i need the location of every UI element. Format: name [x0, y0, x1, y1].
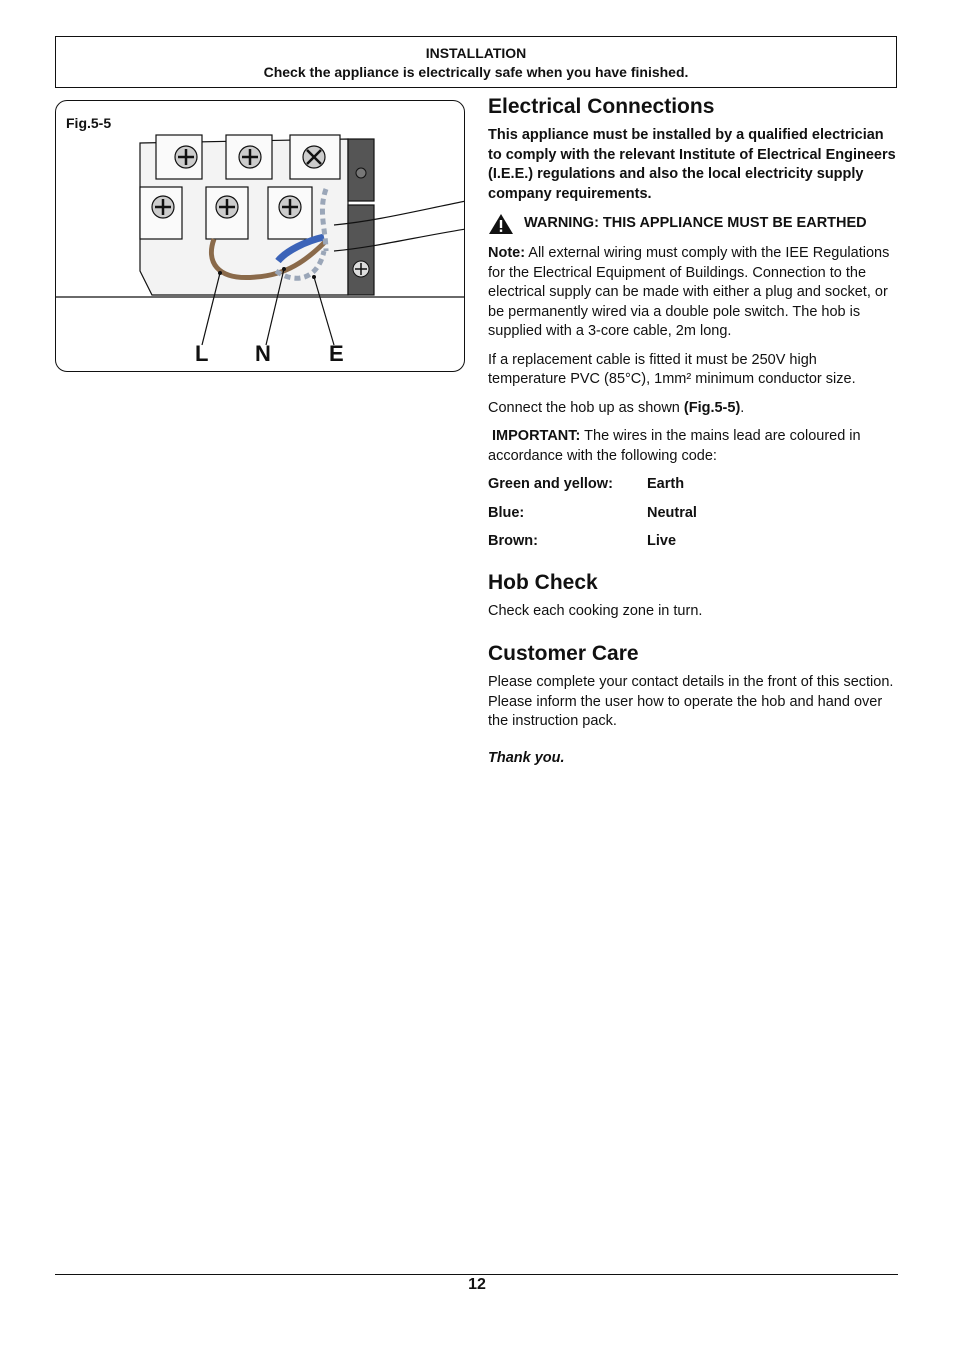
wire-colour: Brown:: [488, 533, 538, 549]
connect-text: Connect the hob up as shown: [488, 399, 684, 416]
table-row: [488, 475, 898, 495]
terminal-block-illustration: [56, 101, 465, 372]
wire-meaning: Live: [647, 533, 677, 549]
terminal-label-earth: E: [329, 341, 344, 366]
note-paragraph: [488, 244, 898, 342]
main-column: [488, 94, 898, 777]
screw-icon: [239, 146, 261, 168]
connect-fig-ref: (Fig.5-5): [683, 399, 741, 416]
warning-text: WARNING: THIS APPLIANCE MUST BE EARTHED: [524, 215, 867, 232]
cable-paragraph: If a replacement cable is fitted it must be 250V high temperature PVC (85°C), 1mm² minimum conductor size.: [488, 351, 856, 387]
wire-colour: Blue:: [488, 504, 525, 521]
figure-label: Fig.5-5: [66, 115, 112, 131]
connect-end: .: [740, 399, 745, 416]
header-notice: Check the appliance is electrically safe when you have finished.: [263, 64, 689, 80]
screw-icon: [279, 196, 301, 218]
page-number: 12: [468, 1276, 486, 1293]
wire-meaning: Earth: [647, 476, 685, 492]
wire-colour: Green and yellow:: [488, 476, 613, 492]
important-text: The wires in the mains lead are coloured in accordance with the following code:: [488, 428, 861, 464]
customer-care-text: Please complete your contact details in the front of this section. Please inform the user how to operate the hob and hand over the instruction pack.: [488, 674, 894, 729]
electrical-intro: This appliance must be installed by a qualified electrician to comply with the relevant Institute of Electrical Engineers (I.E.E.) regulations and also the local electricity supply company requirements.: [488, 127, 896, 202]
section-title-customer-care: Customer Care: [488, 642, 639, 665]
section-title-electrical: Electrical Connections: [488, 95, 715, 118]
customer-care-section: [488, 641, 898, 768]
note-label: Note:: [488, 245, 526, 261]
thank-you: Thank you.: [488, 749, 565, 766]
table-row: [488, 504, 898, 524]
hob-check-text: Check each cooking zone in turn.: [488, 602, 703, 619]
screw-icon: [152, 196, 174, 218]
wire-colour-table: [488, 475, 898, 552]
warning-triangle-icon: [488, 213, 514, 235]
figure-terminal-block: [55, 100, 465, 372]
screw-icon: [303, 146, 325, 168]
note-text: All external wiring must comply with the IEE Regulations for the Electrical Equipment of Buildings. Connection to the electrical supply can be made with either a plug and socket, or be permanently wired via a double pole switch. The hob is supplied with a 3-core cable, 2m long.: [488, 245, 890, 339]
connect-paragraph: [488, 399, 898, 419]
header-section-title: INSTALLATION: [425, 45, 527, 61]
warning-line: [488, 213, 898, 235]
important-label: IMPORTANT:: [492, 428, 581, 444]
screw-icon: [175, 146, 197, 168]
footer-divider: [55, 1274, 898, 1275]
screw-icon: [216, 196, 238, 218]
section-title-hob-check: Hob Check: [488, 570, 598, 594]
table-row: [488, 532, 898, 552]
terminal-label-live: L: [195, 341, 209, 366]
important-paragraph: [488, 427, 898, 466]
wire-meaning: Neutral: [647, 504, 697, 521]
terminal-label-neutral: N: [255, 341, 271, 366]
header-box: [55, 36, 897, 88]
hob-check-section: [488, 570, 898, 622]
